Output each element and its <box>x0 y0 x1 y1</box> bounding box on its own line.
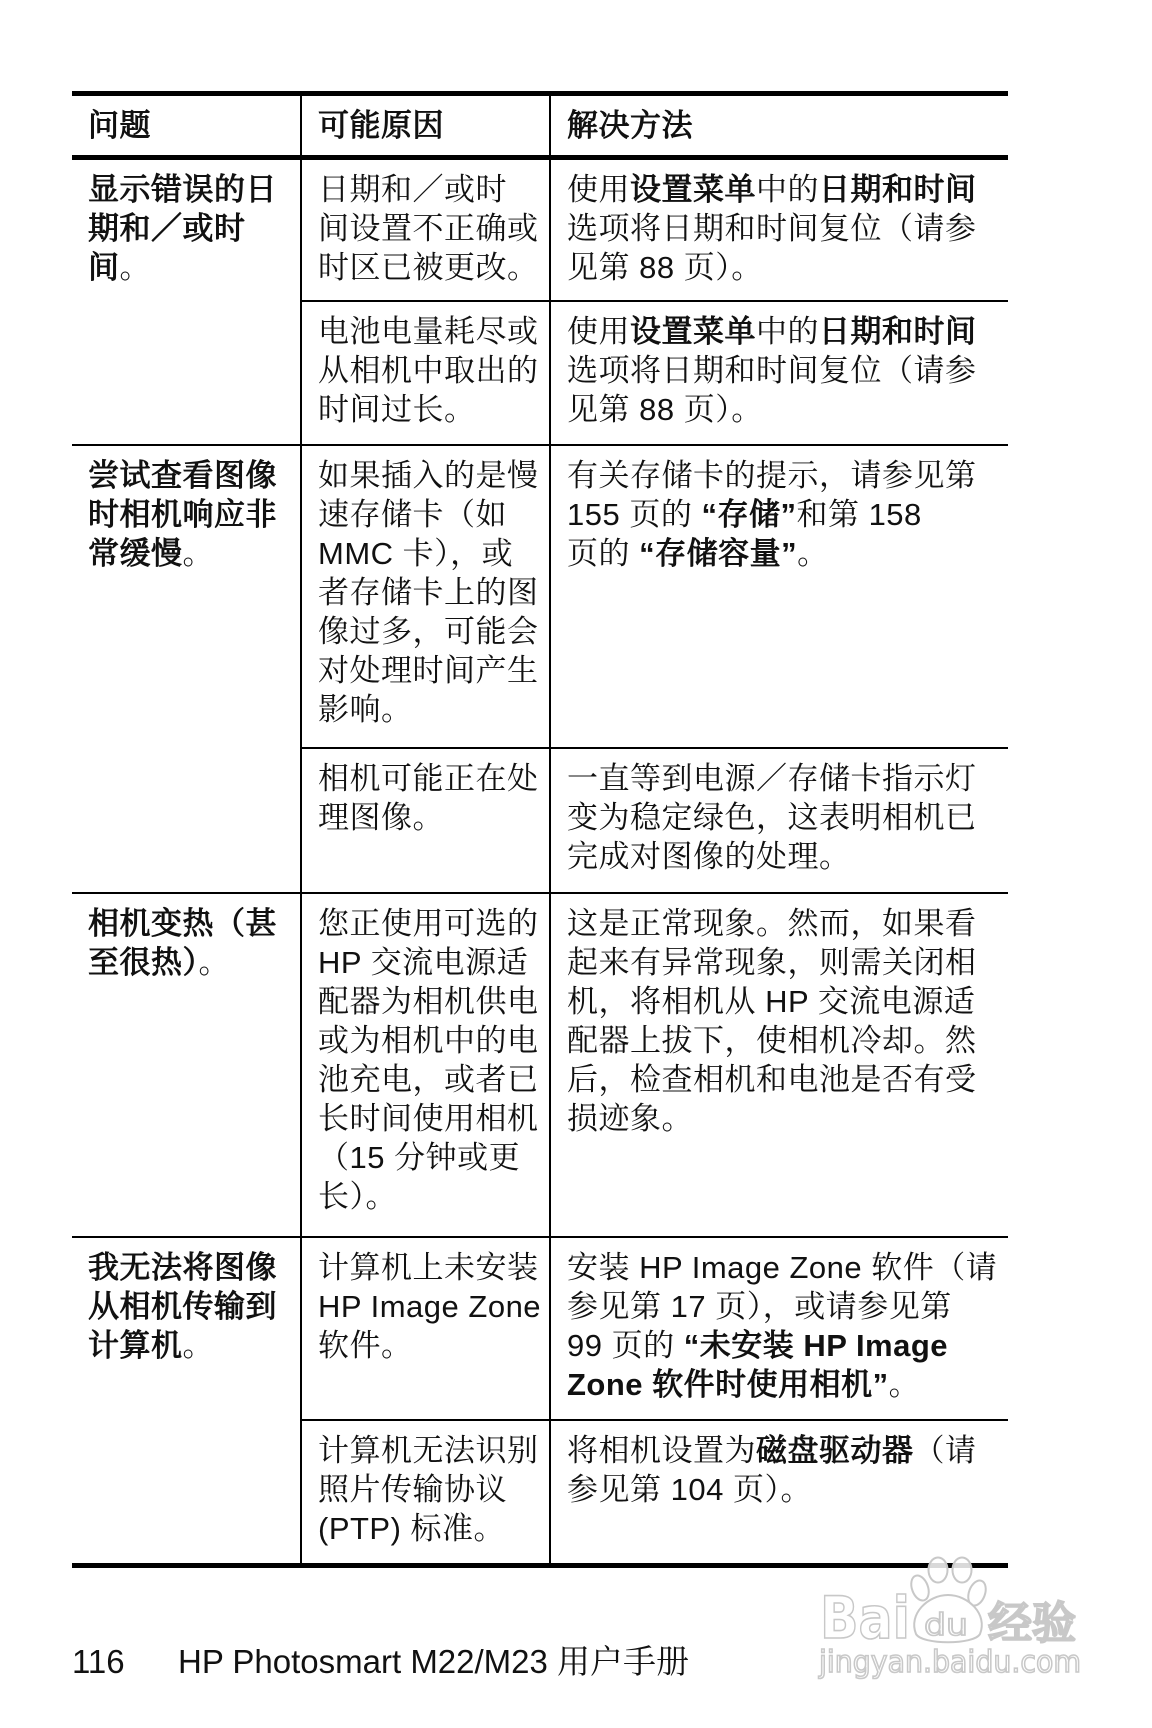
watermark-logo-du: du <box>924 1608 968 1643</box>
text-line <box>88 1248 296 1287</box>
text-segment: 。 <box>797 536 829 571</box>
text-segment: HP 交流电源适 <box>318 945 529 980</box>
text-line <box>567 1021 1004 1060</box>
text-line <box>88 209 296 248</box>
text-line <box>567 798 1004 837</box>
text-segment: 我无法将图像 <box>88 1250 277 1285</box>
text-segment: 一直等到电源／存储卡指示灯 <box>567 761 977 796</box>
text-line <box>88 1326 296 1365</box>
cause-solution-row <box>302 300 1008 444</box>
text-segment: 将相机设置为 <box>567 1433 756 1468</box>
header-solution: 解决方法 <box>549 96 1008 155</box>
text-line <box>567 1365 1004 1404</box>
text-segment: 照片传输协议 <box>318 1472 507 1507</box>
text-line <box>318 759 545 798</box>
text-segment: 参见第 104 页）。 <box>567 1472 812 1507</box>
text-segment: 池充电，或者已 <box>318 1062 539 1097</box>
cause-cell <box>302 302 549 444</box>
text-segment: 有关存储卡的提示，请参见第 <box>567 458 977 493</box>
text-line <box>318 1326 545 1365</box>
text-segment: 相机可能正在处 <box>318 761 539 796</box>
table-row-group <box>72 894 1008 1238</box>
text-segment: 选项将日期和时间复位（请参 <box>567 211 977 246</box>
text-line <box>567 1326 1004 1365</box>
text-line <box>88 248 296 287</box>
header-possible-cause: 可能原因 <box>300 96 549 155</box>
bold-text: 磁盘驱动器 <box>756 1433 914 1468</box>
text-segment: 间 <box>88 250 120 285</box>
text-segment: 计算机无法识别 <box>318 1433 539 1468</box>
solution-cell <box>549 1238 1008 1419</box>
text-segment: 起来有异常现象，则需关闭相 <box>567 945 977 980</box>
text-segment: 时间过长。 <box>318 392 476 427</box>
text-segment: 计算机 <box>88 1328 183 1363</box>
page-number: 116 <box>72 1643 125 1680</box>
text-line <box>318 1177 545 1216</box>
cause-cell <box>302 160 549 300</box>
cause-cell <box>302 1238 549 1419</box>
text-line <box>567 248 1004 287</box>
text-line <box>318 534 545 573</box>
cause-cell <box>302 1421 549 1563</box>
text-line <box>318 1509 545 1548</box>
cause-cell <box>302 894 549 1236</box>
text-line <box>318 1138 545 1177</box>
text-segment: 中的 <box>756 172 819 207</box>
regular-text: 。 <box>198 945 230 980</box>
solution-cell <box>549 1421 1008 1563</box>
text-segment: MMC 卡），或 <box>318 536 514 571</box>
bold-text: “未安装 HP Image <box>683 1328 949 1363</box>
text-segment: 常缓慢 <box>88 536 183 571</box>
text-segment: 理图像。 <box>318 800 444 835</box>
text-segment: 间设置不正确或 <box>318 211 539 246</box>
text-line <box>318 798 545 837</box>
text-segment: 相机变热（甚 <box>88 906 277 941</box>
text-segment: 如果插入的是慢 <box>318 458 539 493</box>
bold-text: 设置菜单 <box>630 314 756 349</box>
text-segment: (PTP) 标准。 <box>318 1511 506 1546</box>
watermark-logo-jingyan: 经验 <box>988 1598 1076 1649</box>
table-row-group <box>72 446 1008 894</box>
bold-text: “存储” <box>701 497 797 532</box>
text-segment: 配器为相机供电 <box>318 984 539 1019</box>
text-segment: 见第 88 页）。 <box>567 250 763 285</box>
cause-cell <box>302 749 549 892</box>
text-line <box>567 759 1004 798</box>
text-line <box>318 495 545 534</box>
text-line <box>567 351 1004 390</box>
text-line <box>318 209 545 248</box>
text-segment: 损迹象。 <box>567 1101 693 1136</box>
table-header-row <box>72 96 1008 155</box>
cause-solution-list <box>300 160 1008 444</box>
text-line <box>318 612 545 651</box>
text-line <box>318 312 545 351</box>
text-line <box>88 943 296 982</box>
text-line <box>318 904 545 943</box>
text-segment: 影响。 <box>318 692 413 727</box>
text-line <box>318 1099 545 1138</box>
text-segment: 您正使用可选的 <box>318 906 539 941</box>
problem-cell <box>72 1238 300 1563</box>
text-segment: 中的 <box>756 314 819 349</box>
text-segment: 时区已被更改。 <box>318 250 539 285</box>
text-line <box>567 1287 1004 1326</box>
text-segment: 页的 <box>567 536 640 571</box>
bold-text: 设置菜单 <box>630 172 756 207</box>
text-segment: 安装 HP Image Zone 软件（请 <box>567 1250 998 1285</box>
problem-cell <box>72 446 300 892</box>
regular-text: 。 <box>182 536 214 571</box>
text-line <box>567 1431 1004 1470</box>
bold-text: 日期和时间 <box>819 314 977 349</box>
text-segment: 使用 <box>567 172 630 207</box>
text-segment: 日期和／或时 <box>318 172 507 207</box>
text-line <box>567 982 1004 1021</box>
cause-solution-row <box>302 894 1008 1236</box>
text-line <box>318 456 545 495</box>
text-segment: 机，将相机从 HP 交流电源适 <box>567 984 976 1019</box>
text-segment: 参见第 17 页），或请参见第 <box>567 1289 952 1324</box>
text-line <box>318 982 545 1021</box>
cause-solution-row <box>302 446 1008 747</box>
text-line <box>567 390 1004 429</box>
text-line <box>88 170 296 209</box>
text-line <box>567 943 1004 982</box>
solution-cell <box>549 446 1008 747</box>
text-line <box>318 170 545 209</box>
solution-cell <box>549 894 1008 1236</box>
text-segment: 配器上拔下，使相机冷却。然 <box>567 1023 977 1058</box>
text-line <box>567 837 1004 876</box>
table-row-group <box>72 1238 1008 1563</box>
cause-solution-row <box>302 160 1008 300</box>
text-segment: 显示错误的日 <box>88 172 277 207</box>
regular-text: 。 <box>182 1328 214 1363</box>
text-line <box>318 1021 545 1060</box>
text-segment: 后，检查相机和电池是否有受 <box>567 1062 977 1097</box>
text-segment: （请 <box>913 1433 977 1468</box>
cause-solution-list <box>300 446 1008 892</box>
text-line <box>318 1060 545 1099</box>
text-segment: 者存储卡上的图 <box>318 575 539 610</box>
text-line <box>318 1287 545 1326</box>
text-segment: 变为稳定绿色，这表明相机已 <box>567 800 977 835</box>
table-row-group <box>72 160 1008 446</box>
solution-cell <box>549 749 1008 892</box>
text-line <box>567 534 1004 573</box>
text-line <box>567 1248 1004 1287</box>
text-line <box>318 351 545 390</box>
text-line <box>318 390 545 429</box>
text-segment: 长时间使用相机 <box>318 1101 539 1136</box>
text-segment: 长）。 <box>318 1179 397 1214</box>
text-segment: 时相机响应非 <box>88 497 277 532</box>
baidu-jingyan-watermark <box>812 1550 1092 1690</box>
text-segment: HP Image Zone <box>318 1289 542 1324</box>
text-segment: 计算机上未安装 <box>318 1250 539 1285</box>
text-line <box>318 248 545 287</box>
text-segment: 完成对图像的处理。 <box>567 839 851 874</box>
text-segment: （15 分钟或更 <box>318 1140 521 1175</box>
text-segment: 对处理时间产生 <box>318 653 539 688</box>
text-segment: 155 页的 <box>567 497 702 532</box>
text-segment: 见第 88 页）。 <box>567 392 763 427</box>
cause-solution-row <box>302 1238 1008 1419</box>
cause-solution-list <box>300 894 1008 1236</box>
text-line <box>567 170 1004 209</box>
text-line <box>318 943 545 982</box>
text-line <box>88 495 296 534</box>
solution-cell <box>549 160 1008 300</box>
watermark-logo-bai: Bai <box>820 1584 910 1652</box>
text-line <box>567 312 1004 351</box>
text-line <box>318 1248 545 1287</box>
text-segment: 电池电量耗尽或 <box>318 314 539 349</box>
text-segment: 。 <box>888 1367 921 1402</box>
text-line <box>567 1470 1004 1509</box>
text-segment: 和第 158 <box>796 497 922 532</box>
problem-cell <box>72 160 300 444</box>
text-line <box>567 1060 1004 1099</box>
text-segment: 或为相机中的电 <box>318 1023 539 1058</box>
text-segment: 从相机传输到 <box>88 1289 277 1324</box>
bold-text: Zone 软件时使用相机” <box>567 1367 889 1402</box>
solution-cell <box>549 302 1008 444</box>
text-line <box>567 209 1004 248</box>
text-segment: 99 页的 <box>567 1328 684 1363</box>
text-line <box>318 690 545 729</box>
text-line <box>88 456 296 495</box>
text-segment: 从相机中取出的 <box>318 353 539 388</box>
text-line <box>88 1287 296 1326</box>
text-segment: 至很热） <box>88 945 199 980</box>
text-segment: 期和／或时 <box>88 211 246 246</box>
cause-solution-row <box>302 1419 1008 1563</box>
text-line <box>567 904 1004 943</box>
text-line <box>567 1099 1004 1138</box>
text-segment: 像过多，可能会 <box>318 614 539 649</box>
watermark-url: jingyan.baidu.com <box>818 1645 1081 1680</box>
text-segment: 尝试查看图像 <box>88 458 277 493</box>
text-line <box>567 456 1004 495</box>
text-segment: 选项将日期和时间复位（请参 <box>567 353 977 388</box>
manual-title: HP Photosmart M22/M23 用户手册 <box>178 1643 690 1680</box>
troubleshooting-table <box>72 91 1008 1568</box>
text-segment: 使用 <box>567 314 630 349</box>
text-line <box>318 651 545 690</box>
text-segment: 这是正常现象。然而，如果看 <box>567 906 977 941</box>
cause-solution-list <box>300 1238 1008 1563</box>
regular-text: 。 <box>119 250 151 285</box>
bold-text: 日期和时间 <box>819 172 977 207</box>
bold-text: “存储容量” <box>639 536 798 571</box>
text-line <box>88 534 296 573</box>
text-segment: 速存储卡（如 <box>318 497 507 532</box>
problem-cell <box>72 894 300 1236</box>
text-line <box>318 1470 545 1509</box>
text-line <box>567 495 1004 534</box>
text-line <box>318 573 545 612</box>
cause-cell <box>302 446 549 747</box>
text-line <box>318 1431 545 1470</box>
text-segment: 软件。 <box>318 1328 413 1363</box>
header-problem: 问题 <box>88 108 151 143</box>
text-line <box>88 904 296 943</box>
cause-solution-row <box>302 747 1008 892</box>
